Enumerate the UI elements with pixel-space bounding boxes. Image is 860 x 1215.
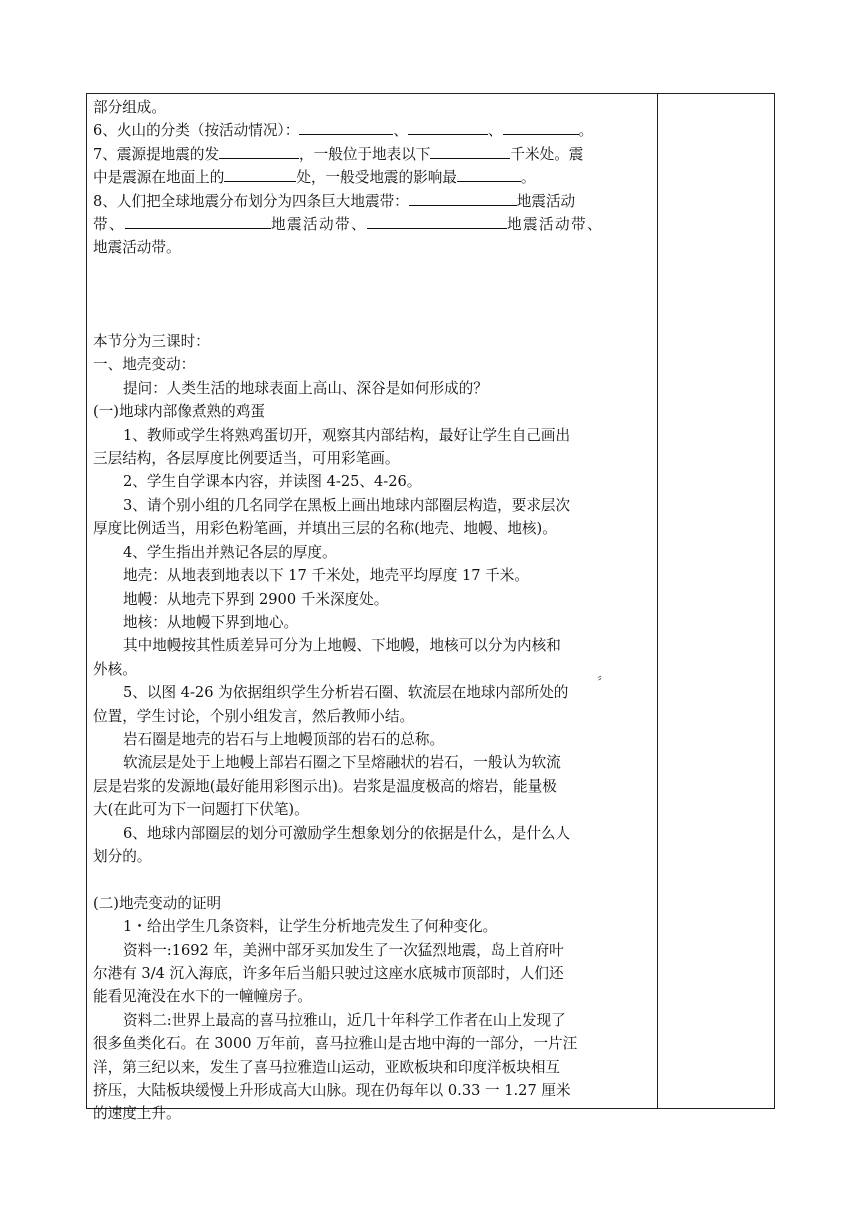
text: 地震活动	[516, 192, 576, 210]
text: 5、以图 4-26 为依据组织学生分析岩石圈、软流层在地球内部所处的	[123, 684, 569, 702]
spacer	[93, 868, 655, 891]
text-line	[93, 470, 655, 493]
text-line	[93, 541, 655, 564]
text: 资料二:世界上最高的喜马拉雅山，近几十年科学工作者在山上发现了	[123, 1011, 566, 1029]
text: ，一般位于地表以下	[299, 145, 431, 163]
text: 本节分为三课时：	[93, 333, 210, 351]
blank	[430, 143, 510, 159]
text: 部分组成。	[93, 99, 166, 116]
text: 能看见淹没在水下的一幢幢房子。	[93, 988, 312, 1006]
text: 地震活动带、	[506, 216, 603, 234]
text: 三层结构，各层厚度比例要适当，可用彩笔画。	[93, 450, 400, 468]
text: 中是震源在地面上的	[93, 169, 225, 187]
text-line	[93, 166, 655, 189]
text-line	[93, 775, 655, 798]
column-divider	[657, 94, 658, 1108]
text-line	[93, 1102, 655, 1125]
blank	[367, 213, 507, 229]
text-line	[93, 985, 655, 1008]
text: 位置，学生讨论，个别小组发言，然后教师小结。	[93, 707, 415, 725]
text-line	[93, 845, 655, 868]
text: 3、请个别小组的几名同学在黑板上画出地球内部圈层构造，要求层次	[123, 496, 571, 514]
text-line	[93, 1032, 655, 1055]
text-line	[93, 751, 655, 774]
blank	[125, 213, 271, 229]
text-line	[93, 494, 655, 517]
text-line	[93, 96, 655, 119]
text-line	[93, 939, 655, 962]
text-line	[93, 634, 655, 657]
text-line	[93, 1056, 655, 1079]
text-line	[93, 330, 655, 353]
lesson-table	[86, 93, 775, 1123]
text: 1、教师或学生将熟鸡蛋切开，观察其内部结构，最好让学生自己画出	[123, 426, 571, 444]
text-line	[93, 798, 655, 821]
text-line	[93, 681, 655, 704]
text-line	[93, 190, 655, 213]
text: (一)地球内部像煮熟的鸡蛋	[93, 403, 265, 421]
text-line	[93, 822, 655, 845]
text-line	[93, 119, 655, 142]
text: 1・给出学生几条资料，让学生分析地壳发生了何种变化。	[123, 918, 498, 936]
spacer	[93, 260, 655, 330]
text-line	[93, 564, 655, 587]
text: 层是岩浆的发源地(最好能用彩图示出)。岩浆是温度极高的熔岩，能量极	[93, 777, 557, 795]
text-line	[93, 424, 655, 447]
blank	[408, 119, 488, 135]
text-line	[93, 705, 655, 728]
text: 、	[487, 122, 503, 140]
text: 6、地球内部圈层的划分可激励学生想象划分的依据是什么，是什么人	[123, 824, 571, 842]
text-line	[93, 915, 655, 938]
text: 千米处。震	[510, 145, 584, 163]
text-line	[93, 728, 655, 751]
text: 尔港有 3/4 沉入海底，许多年后当船只驶过这座水底城市顶部时，人们还	[93, 964, 564, 982]
text-line	[93, 236, 655, 259]
text: 岩石圈是地壳的岩石与上地幔顶部的岩石的总称。	[123, 730, 445, 748]
text-line	[93, 1009, 655, 1032]
text: 地核：从地幔下界到地心。	[123, 613, 299, 631]
text: 2、学生自学课本内容，并读图 4-25、4-26。	[123, 473, 422, 491]
text: 一、地壳变动：	[93, 356, 196, 374]
text-line	[93, 517, 655, 540]
text-line	[93, 447, 655, 470]
blank	[503, 119, 579, 135]
text: 。	[520, 169, 536, 187]
text: 、	[393, 122, 408, 140]
text-line	[93, 588, 655, 611]
text: 资料一:1692 年，美洲中部牙买加发生了一次猛烈地震，岛上首府叶	[123, 941, 564, 959]
text: 大(在此可为下一问题打下伏笔)。	[93, 801, 309, 819]
lesson-content-cell	[93, 96, 655, 1126]
text: 很多鱼类化石。在 3000 万年前，喜马拉雅山是古地中海的一部分，一片汪	[93, 1035, 578, 1053]
text-line	[93, 962, 655, 985]
blank	[299, 119, 393, 135]
text-line	[93, 213, 655, 236]
text-line	[93, 400, 655, 423]
text: 。	[578, 122, 594, 140]
blank	[409, 190, 517, 206]
text: 地壳：从地表到地表以下 17 千米处，地壳平均厚度 17 千米。	[123, 567, 529, 585]
text: 洋，第三纪以来，发生了喜马拉雅造山运动，亚欧板块和印度洋板块相互	[93, 1058, 561, 1076]
text: 软流层是处于上地幔上部岩石圈之下呈熔融状的岩石，一般认为软流	[123, 754, 561, 772]
text: 7、震源提地震的发	[93, 145, 220, 163]
text: 其中地幔按其性质差异可分为上地幔、下地幔，地核可以分为内核和	[123, 637, 561, 655]
text: 挤压，大陆板块缓慢上升形成高大山脉。现在仍每年以 0.33 一 1.27 厘米	[93, 1082, 571, 1100]
text: 带、	[93, 216, 125, 234]
text: 划分的。	[93, 847, 152, 865]
text: 8、人们把全球地震分布划分为四条巨大地震带：	[93, 192, 409, 210]
text-line	[93, 353, 655, 376]
text-line	[93, 892, 655, 915]
text-line	[93, 143, 655, 166]
blank	[219, 143, 299, 159]
text: 外核。	[93, 660, 137, 678]
text-line	[93, 611, 655, 634]
text: 提问：人类生活的地球表面上高山、深谷是如何形成的？	[123, 379, 488, 397]
blank	[224, 166, 296, 182]
text-line	[93, 377, 655, 400]
text: (二)地壳变动的证明	[93, 894, 222, 912]
text-line	[93, 1079, 655, 1102]
text-line	[93, 658, 655, 681]
text: 地震活动带、	[271, 216, 367, 234]
blank	[457, 166, 521, 182]
text: 厚度比例适当，用彩色粉笔画，并填出三层的名称(地壳、地幔、地核)。	[93, 520, 557, 538]
text: 6、火山的分类（按活动情况）：	[93, 122, 300, 140]
text: 处，一般受地震的影响最	[296, 169, 457, 187]
text: 4、学生指出并熟记各层的厚度。	[123, 543, 337, 561]
text: 地幔：从地壳下界到 2900 千米深度处。	[123, 590, 389, 608]
text: 的速度上升。	[93, 1105, 181, 1123]
text: 地震活动带。	[93, 239, 181, 257]
stray-mark: 〞	[597, 675, 610, 689]
